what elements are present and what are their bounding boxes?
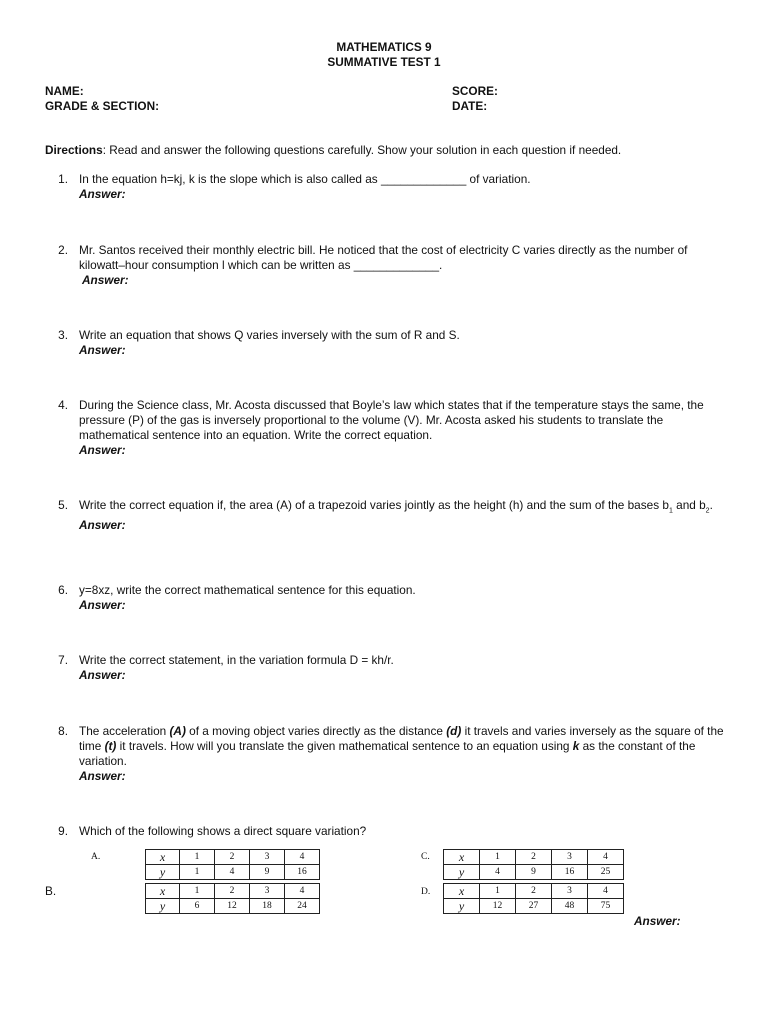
answer-label: Answer: (79, 769, 126, 783)
table-cell: 9 (250, 865, 285, 880)
question-number: 6. (58, 583, 68, 597)
table-row (146, 884, 320, 899)
question-number: 2. (58, 243, 68, 257)
question-text: Which of the following shows a direct square variation? (79, 824, 367, 838)
option-a-table (145, 849, 320, 880)
table-cell: 1 (480, 884, 516, 899)
table-cell: 2 (516, 850, 552, 865)
name-label: NAME: (45, 84, 84, 98)
table-row (146, 899, 320, 914)
table-row (444, 884, 624, 899)
table-cell: 25 (588, 865, 624, 880)
table-row (146, 865, 320, 880)
option-c-table (443, 849, 624, 880)
question-number: 1. (58, 172, 68, 186)
table-row (444, 850, 624, 865)
table-cell: y (444, 865, 480, 880)
question-2 (52, 243, 732, 288)
option-d-label: D. (421, 887, 431, 897)
option-b-label: B. (45, 884, 57, 898)
question-9 (52, 824, 732, 839)
question-text: Write the correct equation if, the area (A) of a trapezoid varies jointly as the height (h) and the sum of the bases $b_1$ and $b_2$. (79, 498, 713, 515)
directions (45, 143, 745, 158)
question-text: Mr. Santos received their monthly electric bill. He noticed that the cost of electricity C varies directly as the number of kilowatt–hour consumption l which can be written as _____________. (79, 243, 688, 272)
table-row (146, 850, 320, 865)
table-cell: y (146, 865, 180, 880)
table-cell: 4 (285, 850, 320, 865)
question-4 (52, 398, 732, 458)
answer-label: Answer: (79, 187, 126, 201)
answer-label: Answer: (79, 668, 126, 682)
table-cell: 48 (552, 899, 588, 914)
date-label: DATE: (452, 99, 488, 113)
question-8 (52, 724, 732, 784)
option-c-label: C. (421, 852, 430, 862)
question-6 (52, 583, 732, 613)
question-number: 3. (58, 328, 68, 342)
table-cell: x (444, 850, 480, 865)
table-cell: 27 (516, 899, 552, 914)
table-cell: y (444, 899, 480, 914)
table-cell: 1 (180, 850, 215, 865)
question-number: 4. (58, 398, 68, 412)
answer-label: Answer: (79, 443, 126, 457)
table-cell: x (146, 850, 180, 865)
question-text: y=8xz, write the correct mathematical sentence for this equation. (79, 583, 416, 597)
table-cell: 3 (552, 884, 588, 899)
directions-label: Directions (45, 143, 103, 157)
question-text: In the equation h=kj, k is the slope which is also called as _____________ of variation. (79, 172, 531, 186)
table-cell: 75 (588, 899, 624, 914)
table-cell: 3 (250, 884, 285, 899)
table-cell: y (146, 899, 180, 914)
score-label: SCORE: (452, 84, 498, 98)
table-cell: 1 (480, 850, 516, 865)
table-cell: 3 (250, 850, 285, 865)
table-cell: 4 (588, 884, 624, 899)
grade-section-label: GRADE & SECTION: (45, 99, 160, 113)
table-cell: 1 (180, 865, 215, 880)
table-cell: 12 (215, 899, 250, 914)
directions-text: : Read and answer the following questions carefully. Show your solution in each question if needed. (102, 143, 622, 157)
question-number: 5. (58, 498, 68, 512)
table-cell: x (146, 884, 180, 899)
question-number: 8. (58, 724, 68, 738)
question-5 (52, 498, 732, 533)
question-number: 7. (58, 653, 68, 667)
question-text: Write the correct statement, in the variation formula D = kh/r. (79, 653, 394, 667)
table-cell: 16 (285, 865, 320, 880)
question-number: 9. (58, 824, 68, 838)
option-d-table (443, 883, 624, 914)
question-1 (52, 172, 732, 202)
answer-label: Answer: (79, 598, 126, 612)
document-subject: MATHEMATICS 9 (336, 40, 432, 54)
table-cell: x (444, 884, 480, 899)
table-cell: 12 (480, 899, 516, 914)
answer-label: Answer: (79, 343, 126, 357)
option-b-table (145, 883, 320, 914)
document-title: SUMMATIVE TEST 1 (327, 55, 441, 69)
question-3 (52, 328, 732, 358)
table-cell: 4 (215, 865, 250, 880)
table-cell: 4 (588, 850, 624, 865)
table-cell: 4 (480, 865, 516, 880)
table-cell: 6 (180, 899, 215, 914)
table-cell: 16 (552, 865, 588, 880)
question-text: Write an equation that shows Q varies inversely with the sum of R and S. (79, 328, 460, 342)
table-row (444, 865, 624, 880)
question-7 (52, 653, 732, 683)
table-cell: 2 (215, 850, 250, 865)
table-cell: 1 (180, 884, 215, 899)
table-cell: 24 (285, 899, 320, 914)
answer-label: Answer: (634, 914, 681, 928)
table-cell: 9 (516, 865, 552, 880)
table-cell: 3 (552, 850, 588, 865)
answer-label: Answer: (82, 273, 129, 287)
option-a-label: A. (91, 852, 101, 862)
question-text: The acceleration (A) of a moving object varies directly as the distance (d) it travels and varies inversely as the square of the time (t) it travels. How will you translate the given mathematical sentence to an equation using k as the constant of the variation. (79, 724, 724, 768)
answer-label: Answer: (79, 518, 126, 533)
question-text: During the Science class, Mr. Acosta discussed that Boyle’s law which states that if the temperature stays the same, the pressure (P) of the gas is inversely proportional to the volume (V). Mr. Acosta asked his students to translate the mathematical sentence into an equation. Write the correct equation. (79, 398, 704, 442)
table-cell: 2 (215, 884, 250, 899)
table-cell: 4 (285, 884, 320, 899)
table-row (444, 899, 624, 914)
table-cell: 18 (250, 899, 285, 914)
table-cell: 2 (516, 884, 552, 899)
